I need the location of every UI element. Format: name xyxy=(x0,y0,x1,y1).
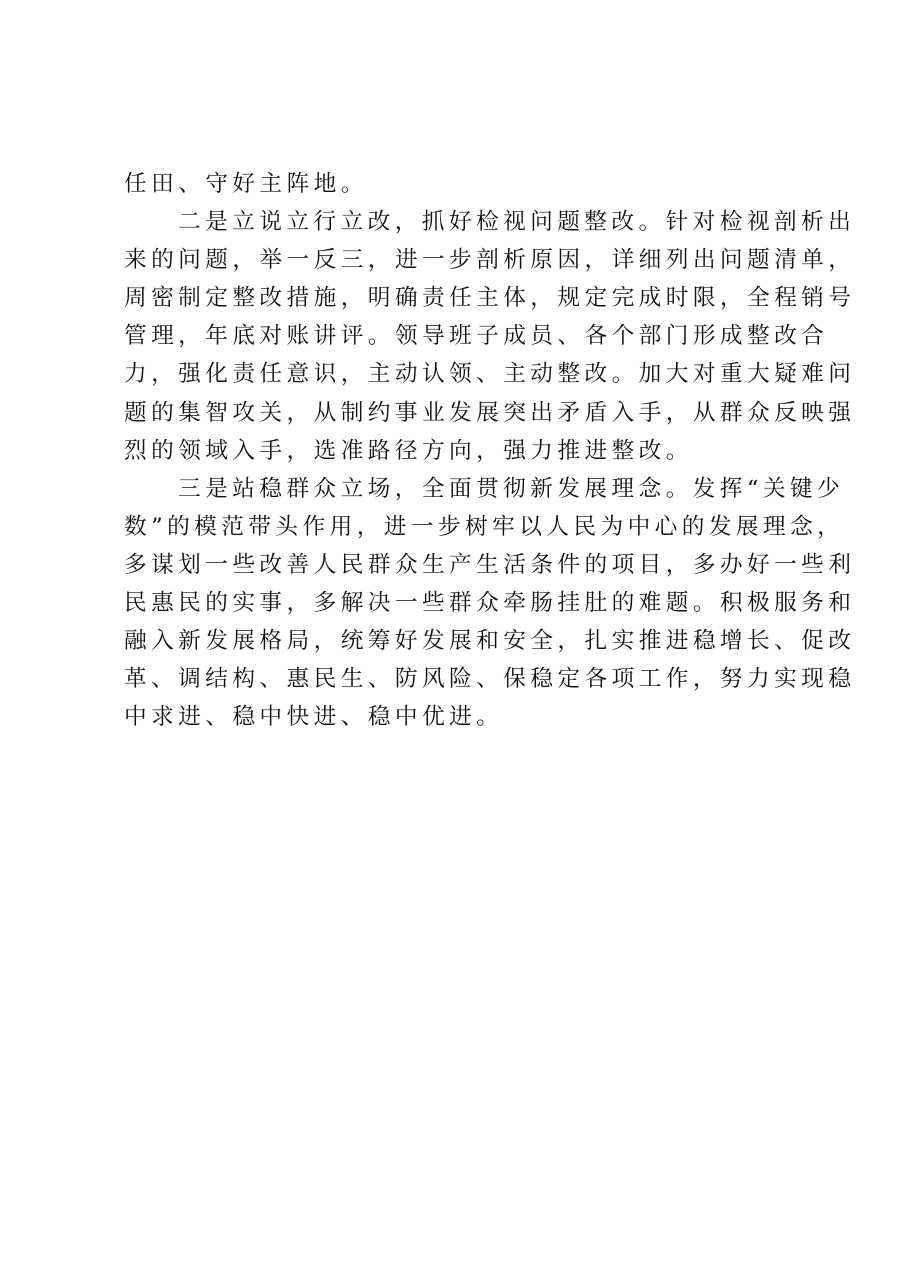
paragraph-start-line: 二是立说立行立改，抓好检视问题整改。针对检视剖析出 xyxy=(178,209,856,236)
text-line: 题的集智攻关，从制约事业发展突出矛盾入手，从群众反映强 xyxy=(124,399,856,426)
text-line: 管理，年底对账讲评。领导班子成员、各个部门形成整改合 xyxy=(124,323,829,350)
text-line: 力，强化责任意识，主动认领、主动整改。加大对重大疑难问 xyxy=(124,361,856,388)
body-text xyxy=(124,165,856,736)
text-line: 革、调结构、惠民生、防风险、保稳定各项工作，努力实现稳 xyxy=(124,666,856,693)
text-line: 多谋划一些改善人民群众生产生活条件的项目，多办好一些利 xyxy=(124,551,856,578)
text-line: 中求进、稳中快进、稳中优进。 xyxy=(124,704,504,731)
text-line: 周密制定整改措施，明确责任主体，规定完成时限，全程销号 xyxy=(124,285,856,312)
paragraph-start-line: 三是站稳群众立场，全面贯彻新发展理念。发挥“关键少 xyxy=(178,475,845,502)
text-line: 烈的领域入手，选准路径方向，强力推进整改。 xyxy=(124,437,693,464)
text-line: 任田、守好主阵地。 xyxy=(124,171,368,197)
text-line: 来的问题，举一反三，进一步剖析原因，详细列出问题清单， xyxy=(124,247,856,274)
text-line: 数”的模范带头作用，进一步树牢以人民为中心的发展理念， xyxy=(124,513,845,540)
text-line: 融入新发展格局，统筹好发展和安全，扎实推进稳增长、促改 xyxy=(124,628,856,655)
text-line: 民惠民的实事，多解决一些群众牵肠挂肚的难题。积极服务和 xyxy=(124,590,856,617)
